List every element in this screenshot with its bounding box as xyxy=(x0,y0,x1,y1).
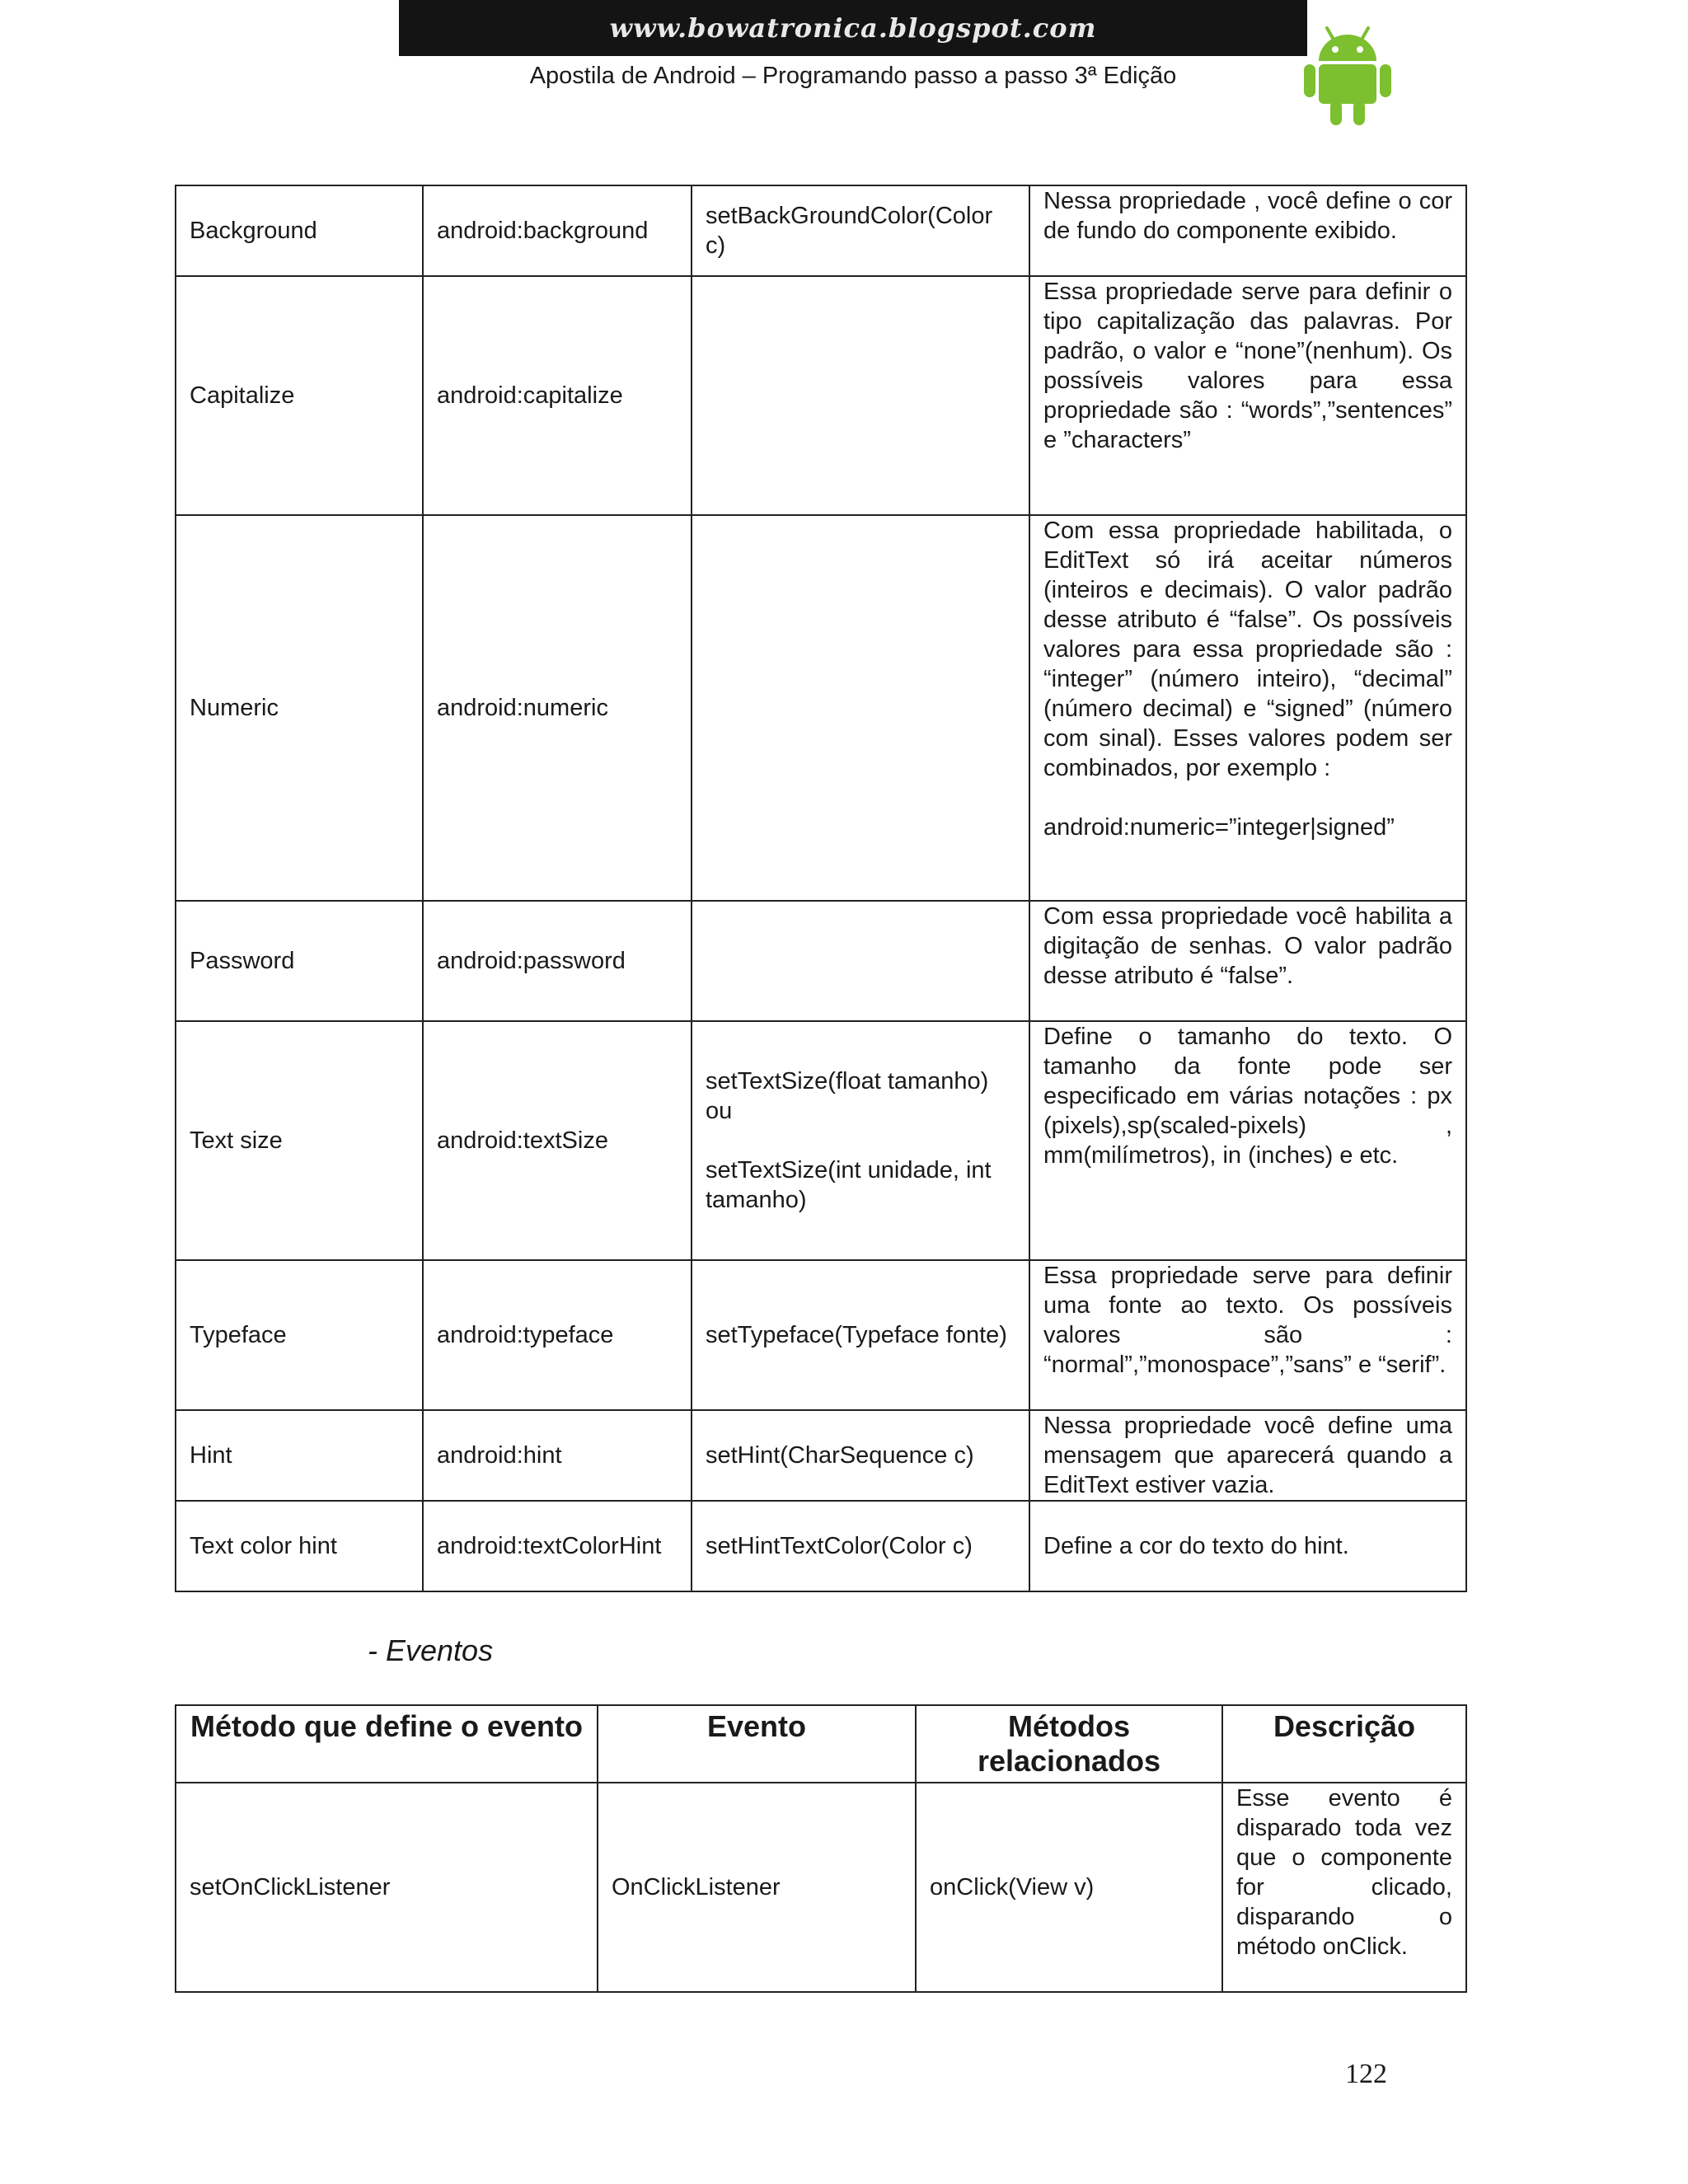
method-name-alt: setTextSize(int unidade, int tamanho) xyxy=(706,1157,992,1213)
android-robot-icon xyxy=(1302,23,1393,127)
document-subtitle: Apostila de Android – Programando passo a passo 3ª Edição xyxy=(529,63,1177,89)
column-header: Descrição xyxy=(1222,1705,1466,1783)
column-header: Método que define o evento xyxy=(176,1705,598,1783)
blog-banner xyxy=(399,0,1307,56)
banner-text: www.bowatronica.blogspot.com xyxy=(609,12,1097,44)
property-name: Numeric xyxy=(176,515,423,901)
property-description: Essa propriedade serve para definir o tipo capitalização das palavras. Por padrão, o valor e “none”(nenhum). Os possíveis valores para essa propriedade são : “words”,”sentences” e ”characters” xyxy=(1029,276,1466,515)
property-name: Capitalize xyxy=(176,276,423,515)
property-name: Hint xyxy=(176,1410,423,1501)
table-row xyxy=(176,1410,1466,1501)
properties-table xyxy=(175,185,1467,1592)
events-table xyxy=(175,1704,1467,1993)
property-description-cell xyxy=(1029,515,1466,901)
property-name: Text color hint xyxy=(176,1501,423,1591)
method-cell xyxy=(692,1021,1029,1260)
section-heading-events: - Eventos xyxy=(368,1633,494,1667)
property-description: Com essa propriedade habilitada, o EditText só irá aceitar números (inteiros e decimais). O valor padrão desse atributo é “false”. Os possíveis valores para essa propriedade são : “integer” (número inteiro), “decimal” (número decimal) e “signed” (número com sinal). Esses valores podem ser combinados, por exemplo : xyxy=(1043,518,1452,781)
property-name: Text size xyxy=(176,1021,423,1260)
table-header-row xyxy=(176,1705,1466,1783)
xml-attribute: android:textColorHint xyxy=(423,1501,692,1591)
property-name: Typeface xyxy=(176,1260,423,1410)
event-description: Esse evento é disparado toda vez que o componente for clicado, disparando o método onClick. xyxy=(1222,1783,1466,1992)
property-description: Nessa propriedade você define uma mensagem que aparecerá quando a EditText estiver vazia. xyxy=(1029,1410,1466,1501)
page-number: 122 xyxy=(1345,2059,1387,2089)
method-name: setHintTextColor(Color c) xyxy=(692,1501,1029,1591)
table-row xyxy=(176,1021,1466,1260)
property-name: Background xyxy=(176,185,423,276)
event-name: OnClickListener xyxy=(598,1783,916,1992)
table-row xyxy=(176,1783,1466,1992)
property-description: Define o tamanho do texto. O tamanho da fonte pode ser especificado em várias notações : px (pixels),sp(scaled-pixels) , mm(milímetros), in (inches) e etc. xyxy=(1029,1021,1466,1260)
table-row xyxy=(176,1501,1466,1591)
xml-attribute: android:textSize xyxy=(423,1021,692,1260)
property-description: Com essa propriedade você habilita a digitação de senhas. O valor padrão desse atributo é “false”. xyxy=(1029,901,1466,1021)
code-example: android:numeric=”integer|signed” xyxy=(1043,814,1395,841)
table-row xyxy=(176,1260,1466,1410)
method-name: setBackGroundColor(Color c) xyxy=(692,185,1029,276)
column-header: Evento xyxy=(598,1705,916,1783)
table-row xyxy=(176,276,1466,515)
related-method: onClick(View v) xyxy=(916,1783,1222,1992)
method-name: setTypeface(Typeface fonte) xyxy=(692,1260,1029,1410)
xml-attribute: android:hint xyxy=(423,1410,692,1501)
method-name: setTextSize(float tamanho) ou xyxy=(706,1068,989,1124)
method-name xyxy=(692,515,1029,901)
property-name: Password xyxy=(176,901,423,1021)
table-row xyxy=(176,515,1466,901)
table-row xyxy=(176,901,1466,1021)
event-method: setOnClickListener xyxy=(176,1783,598,1992)
xml-attribute: android:password xyxy=(423,901,692,1021)
method-name xyxy=(692,901,1029,1021)
table-row xyxy=(176,185,1466,276)
method-name xyxy=(692,276,1029,515)
column-header: Métodos relacionados xyxy=(916,1705,1222,1783)
property-description: Define a cor do texto do hint. xyxy=(1029,1501,1466,1591)
method-name: setHint(CharSequence c) xyxy=(692,1410,1029,1501)
property-description: Nessa propriedade , você define o cor de fundo do componente exibido. xyxy=(1029,185,1466,276)
xml-attribute: android:capitalize xyxy=(423,276,692,515)
property-description: Essa propriedade serve para definir uma fonte ao texto. Os possíveis valores são : “normal”,”monospace”,”sans” e “serif”. xyxy=(1029,1260,1466,1410)
xml-attribute: android:typeface xyxy=(423,1260,692,1410)
xml-attribute: android:numeric xyxy=(423,515,692,901)
xml-attribute: android:background xyxy=(423,185,692,276)
